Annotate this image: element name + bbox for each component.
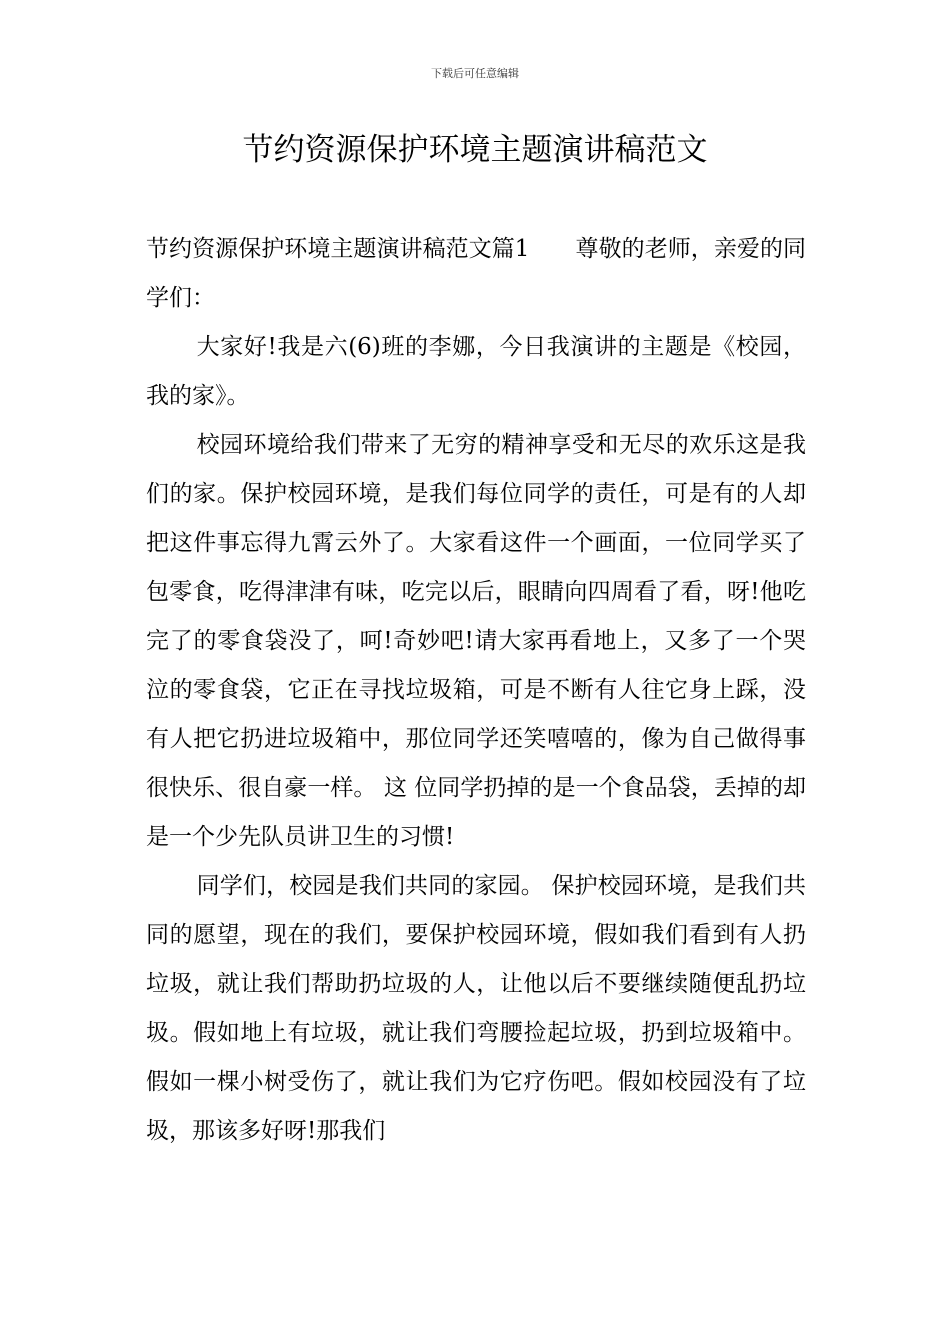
header-note: 下载后可任意编辑: [431, 67, 519, 80]
paragraph-intro: 节约资源保护环境主题演讲稿范文篇1 尊敬的老师，亲爱的同学们：: [146, 236, 806, 311]
paragraph-campus-environment: 校园环境给我们带来了无穷的精神享受和无尽的欢乐这是我们的家。保护校园环境，是我们每位同学的责任，可是有的人却把这件事忘得九霄云外了。大家看这件一个画面，一位同学买了包零食，吃得津津有味，吃完以后，眼睛向四周看了看，呀!他吃完了的零食袋没了，呵!奇妙吧!请大家再看地上，又多了一个哭泣的零食袋，它正在寻找垃圾箱，可是不断有人往它身上踩，没有人把它扔进垃圾箱中，那位同学还笑嘻嘻的，像为自己做得事很快乐、很自豪一样。 这 位同学扔掉的是一个食品袋，丢掉的却是一个少先队员讲卫生的习惯!: [146, 432, 806, 850]
document-title: 节约资源保护环境主题演讲稿范文: [242, 132, 708, 168]
paragraph-greeting: 大家好!我是六(6)班的李娜，今日我演讲的主题是《校园，我的家》。: [146, 334, 806, 409]
paragraph-shared-home: 同学们，校园是我们共同的家园。 保护校园环境，是我们共同的愿望，现在的我们，要保护校园环境，假如我们看到有人扔垃圾，就让我们帮助扔垃圾的人，让他以后不要继续随便乱扔垃圾。假如地上有垃圾，就让我们弯腰捡起垃圾，扔到垃圾箱中。假如一棵小树受伤了，就让我们为它疗伤吧。假如校园没有了垃圾，那该多好呀!那我们: [146, 873, 806, 1144]
document-body: [146, 225, 806, 1156]
